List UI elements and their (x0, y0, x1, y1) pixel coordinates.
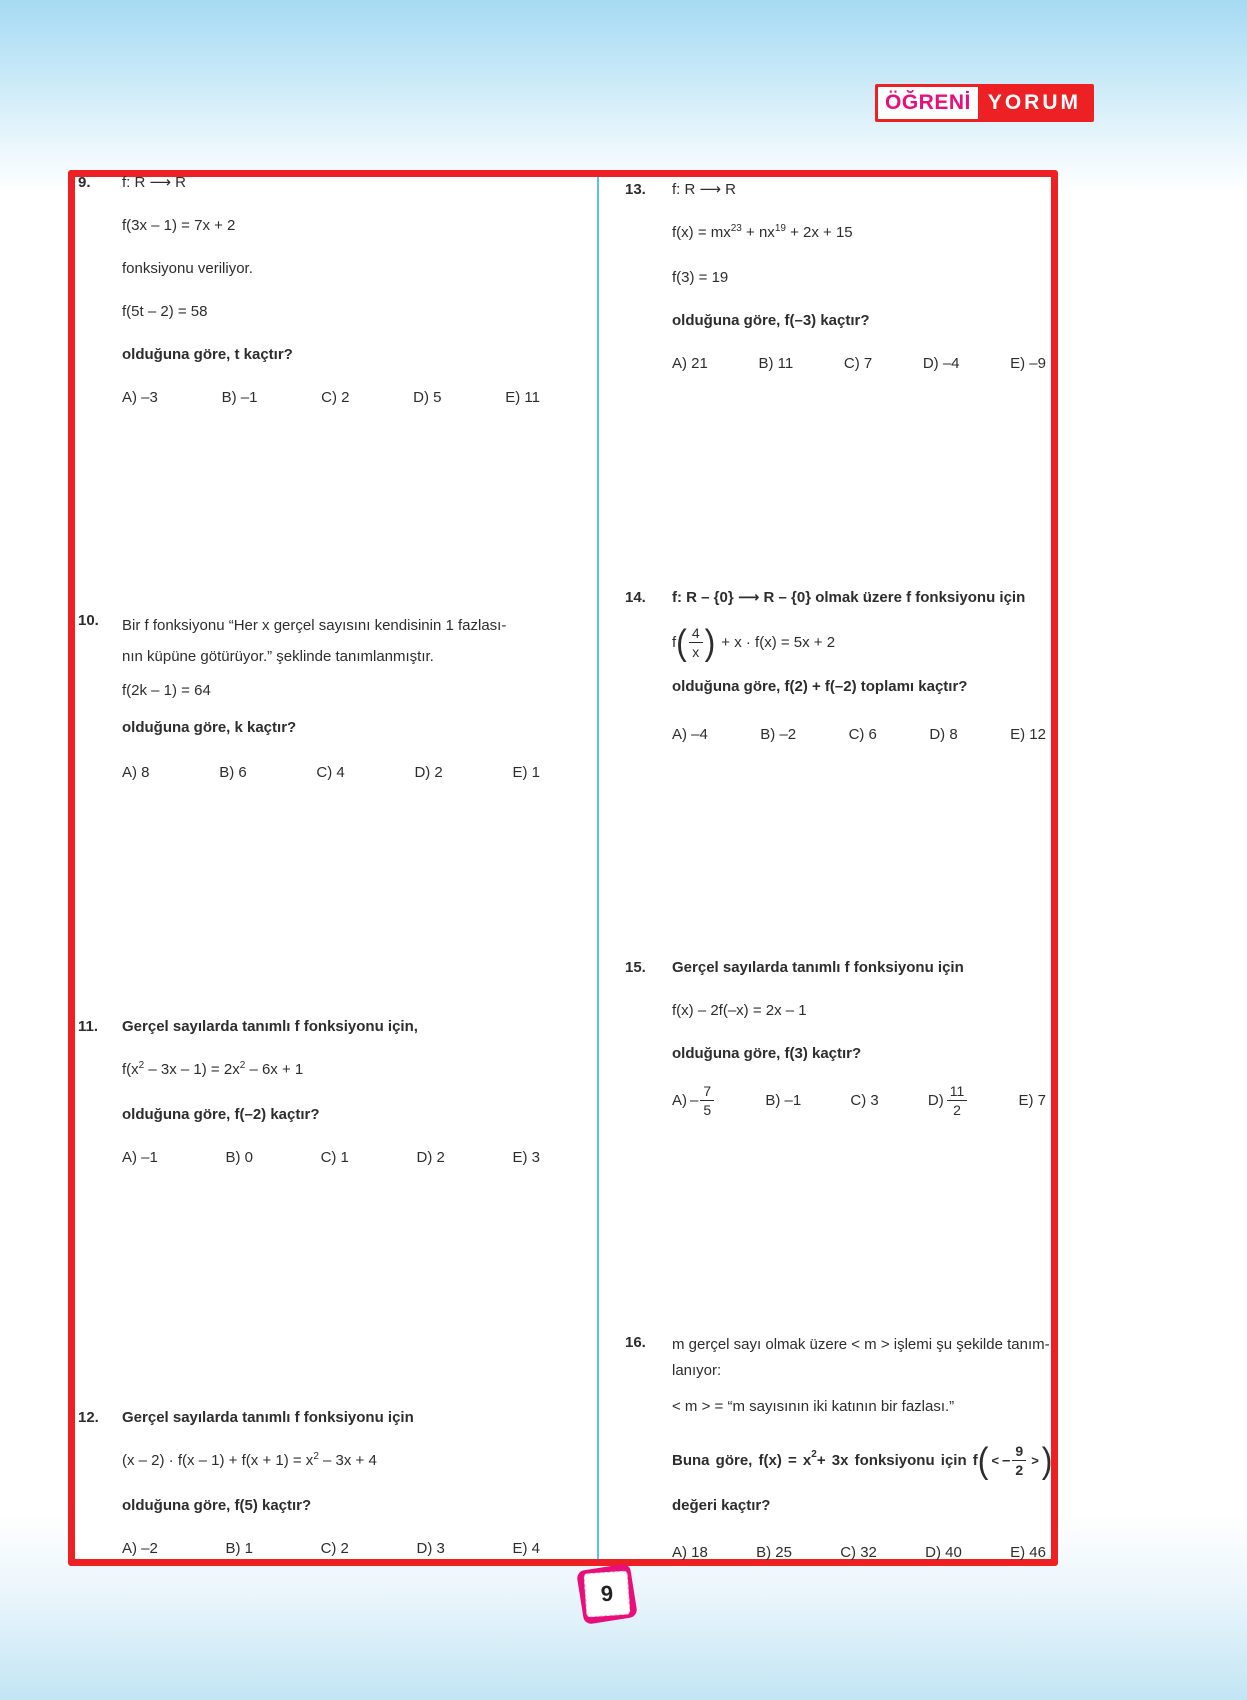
answer-option: B) 11 (758, 355, 794, 372)
formula-line: f(3x – 1) = 7x + 2 (122, 217, 236, 234)
question-stem: olduğuna göre, f(3) kaçtır? (672, 1045, 862, 1062)
formula-line: f(x) – 2f(–x) = 2x – 1 (672, 1002, 807, 1019)
column-divider (597, 177, 599, 1559)
question-number: 9. (78, 174, 91, 191)
brand-logo (875, 84, 1094, 122)
answer-option: E) –9 (1010, 355, 1046, 372)
answer-option: E) 1 (512, 764, 540, 781)
answer-option: D) –4 (922, 355, 960, 372)
question-text: fonksiyonu veriliyor. (122, 260, 253, 277)
answer-option: A) 18 (672, 1544, 708, 1561)
answer-option: A) –3 (122, 389, 158, 406)
answer-option: B) 6 (219, 764, 247, 781)
question-number: 11. (78, 1018, 99, 1035)
answer-option: C) 2 (320, 1540, 349, 1557)
question-14 (625, 587, 1051, 745)
question-stem: Buna göre, f(x) = x $^2$ + 3x fonksiyonu için f ( < – $\frac{9}{2}$ > ) (672, 1439, 1053, 1481)
answers-row (672, 724, 1046, 745)
question-text: Bir f fonksiyonu “Her x gerçel sayısını kendisinin 1 fazlası- nın küpüne götürüyor.” şeklinde tanımlanmıştır. (122, 617, 507, 665)
question-text: Gerçel sayılarda tanımlı f fonksiyonu için (122, 1409, 414, 1426)
answer-option: B) 1 (225, 1540, 253, 1557)
answer-option: E) 46 (1010, 1544, 1046, 1561)
question-stem: olduğuna göre, f(–3) kaçtır? (672, 312, 870, 329)
answer-option: D) $\frac{11}{2}$ (928, 1083, 969, 1118)
formula-line: f(2k – 1) = 64 (122, 682, 211, 699)
answers-row (122, 762, 540, 783)
answer-option: C) 1 (320, 1149, 349, 1166)
answers-row (122, 387, 540, 408)
answer-option: A) 8 (122, 764, 150, 781)
answer-option: B) –2 (760, 726, 797, 743)
brand-logo-primary: ÖĞRENİ (878, 87, 978, 119)
page-number: 9 (584, 1571, 631, 1618)
answer-option: B) 0 (225, 1149, 253, 1166)
formula-line: $(x - 2) \cdot f(x - 1) + f(x + 1) = x^2 - 3x + 4$ (122, 1451, 377, 1469)
question-15 (625, 957, 1051, 1122)
question-text: < m > = “m sayısının iki katının bir fazlası.” (672, 1398, 955, 1415)
close-paren: ) (1041, 1439, 1053, 1481)
fraction: $\frac{7}{5}$ (700, 1083, 714, 1118)
answer-option: A) –4 (672, 726, 708, 743)
answers-row (122, 1538, 540, 1559)
question-11 (78, 1016, 546, 1168)
question-text: Gerçel sayılarda tanımlı f fonksiyonu için, (122, 1018, 418, 1035)
open-paren: ( (977, 1439, 989, 1481)
question-10 (78, 610, 546, 783)
answer-option: B) 25 (756, 1544, 792, 1561)
question-stem: değeri kaçtır? (672, 1497, 771, 1514)
close-angle: > (1031, 1452, 1039, 1468)
question-number: 12. (78, 1409, 99, 1426)
formula-line: f ( $\frac{4}{x}$ ) + x · f(x) = 5x + 2 (672, 621, 836, 663)
fraction: $\frac{11}{2}$ (947, 1083, 968, 1118)
answers-row (672, 1078, 1046, 1122)
question-number: 14. (625, 589, 646, 606)
close-paren: ) (704, 621, 716, 663)
answer-option: A) –2 (122, 1540, 158, 1557)
answer-option: B) –1 (765, 1091, 802, 1109)
formula-line: f(3) = 19 (672, 269, 729, 286)
answer-option: D) 40 (925, 1544, 962, 1561)
question-stem: olduğuna göre, f(–2) kaçtır? (122, 1106, 320, 1123)
question-number: 16. (625, 1334, 646, 1351)
answer-option: E) 4 (512, 1540, 540, 1557)
answer-option: B) –1 (221, 389, 258, 406)
answer-option: A) –1 (122, 1149, 158, 1166)
open-paren: ( (676, 621, 687, 663)
question-number: 13. (625, 181, 646, 198)
formula-line: $f(x) = mx^{23} + nx^{19} + 2x + 15$ (672, 223, 853, 241)
question-16 (625, 1332, 1051, 1563)
question-stem: olduğuna göre, f(5) kaçtır? (122, 1497, 312, 1514)
answer-option: D) 8 (929, 726, 958, 743)
answer-option: E) 7 (1018, 1091, 1046, 1109)
answer-option: D) 2 (416, 1149, 445, 1166)
formula-line: f: R ⟶ R (672, 181, 737, 198)
question-text: m gerçel sayı olmak üzere < m > işlemi şu şekilde tanım- lanıyor: (672, 1336, 1050, 1379)
formula-line: f: R ⟶ R (122, 174, 187, 191)
question-12 (78, 1407, 546, 1559)
question-number: 10. (78, 612, 99, 629)
fraction: $\frac{4}{x}$ (689, 625, 703, 660)
question-stem: olduğuna göre, k kaçtır? (122, 719, 297, 736)
question-text: Gerçel sayılarda tanımlı f fonksiyonu için (672, 959, 964, 976)
answer-option: D) 3 (416, 1540, 445, 1557)
answer-option: C) 3 (850, 1091, 879, 1109)
question-13 (625, 179, 1051, 374)
formula-line: $f(x^2 - 3x - 1) = 2x^2 - 6x + 1$ (122, 1060, 304, 1078)
answer-option: A) – $\frac{7}{5}$ (672, 1083, 716, 1118)
page-badge (576, 1563, 638, 1625)
open-angle: < (991, 1452, 1000, 1468)
answer-option: A) 21 (672, 355, 708, 372)
answers-row (672, 353, 1046, 374)
answer-option: C) 32 (840, 1544, 877, 1561)
fraction: $\frac{9}{2}$ (1012, 1443, 1026, 1478)
answer-option: D) 2 (414, 764, 443, 781)
brand-logo-secondary: YORUM (978, 87, 1091, 119)
answer-option: C) 2 (321, 389, 350, 406)
question-stem: olduğuna göre, f(2) + f(–2) toplamı kaçtır? (672, 678, 968, 695)
answer-option: D) 5 (413, 389, 442, 406)
answer-option: C) 7 (843, 355, 873, 372)
formula-line: f(5t – 2) = 58 (122, 303, 208, 320)
answer-option: C) 6 (848, 726, 877, 743)
answers-row (122, 1147, 540, 1168)
answers-row (672, 1542, 1046, 1563)
answer-option: E) 3 (512, 1149, 540, 1166)
answer-option: C) 4 (316, 764, 345, 781)
answer-option: E) 11 (505, 389, 540, 406)
question-text: f: R – {0} ⟶ R – {0} olmak üzere f fonksiyonu için (672, 589, 1026, 606)
question-9 (78, 172, 546, 408)
question-number: 15. (625, 959, 646, 976)
question-stem: olduğuna göre, t kaçtır? (122, 346, 293, 363)
answer-option: E) 12 (1010, 726, 1046, 743)
